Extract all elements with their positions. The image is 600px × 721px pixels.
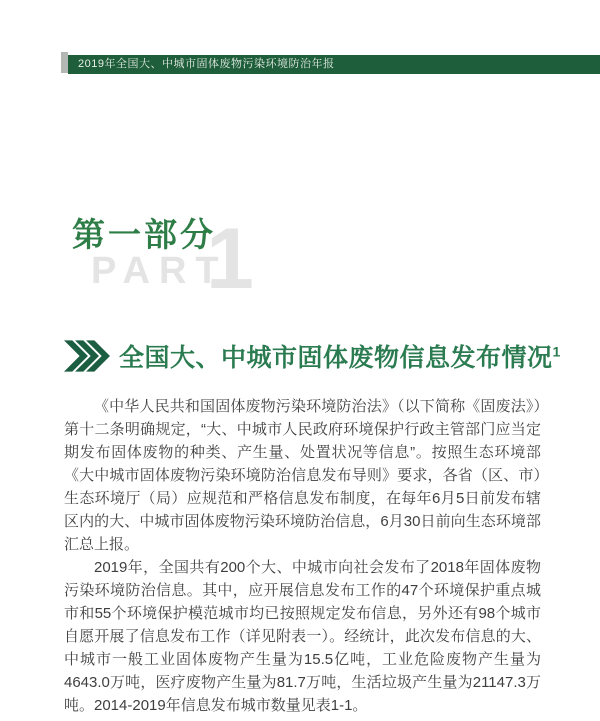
body-text xyxy=(64,395,541,717)
part-number-watermark: 1 xyxy=(206,211,254,307)
header-title: 2019年全国大、中城市固体废物污染环境防治年报 xyxy=(78,58,335,70)
header-bar xyxy=(68,55,600,74)
section-footnote-ref: 1 xyxy=(552,343,561,360)
section-heading xyxy=(64,338,561,374)
header-tab-marker xyxy=(61,52,68,73)
part-title-cn: 第一部分 xyxy=(72,216,216,253)
paragraph-2: 2019年，全国共有200个大、中城市向社会发布了2018年固体废物污染环境防治信息。其中，应开展信息发布工作的47个环境保护重点城市和55个环境保护模范城市均已按照规定发布信息，另外还有98个城市自愿开展了信息发布工作（详见附表一）。经统计，此次发布信息的大、中城市一般工业固体废物产生量为15.5亿吨，工业危险废物产生量为4643.0万吨，医疗废物产生量为81.7万吨，生活垃圾产生量为21147.3万吨。2014-2019年信息发布城市数量见表1-1。 xyxy=(64,559,541,714)
triple-chevron-right-icon xyxy=(64,338,110,374)
part-title-latin: PART xyxy=(91,250,228,292)
section-title xyxy=(119,338,561,374)
paragraph-1: 《中华人民共和国固体废物污染环境防治法》（以下简称《固废法》）第十二条明确规定，“大、中城市人民政府环境保护行政主管部门应当定期发布固体废物的种类、产生量、处置状况等信息”。按照生态环境部《大中城市固体废物污染环境防治信息发布导则》要求，各省（区、市）生态环境厅（局）应规范和严格信息发布制度，在每年6月5日前发布辖区内的大、中城市固体废物污染环境防治信息，6月30日前向生态环境部汇总上报。 xyxy=(64,398,541,553)
section-title-text: 全国大、中城市固体废物信息发布情况 xyxy=(119,344,553,372)
